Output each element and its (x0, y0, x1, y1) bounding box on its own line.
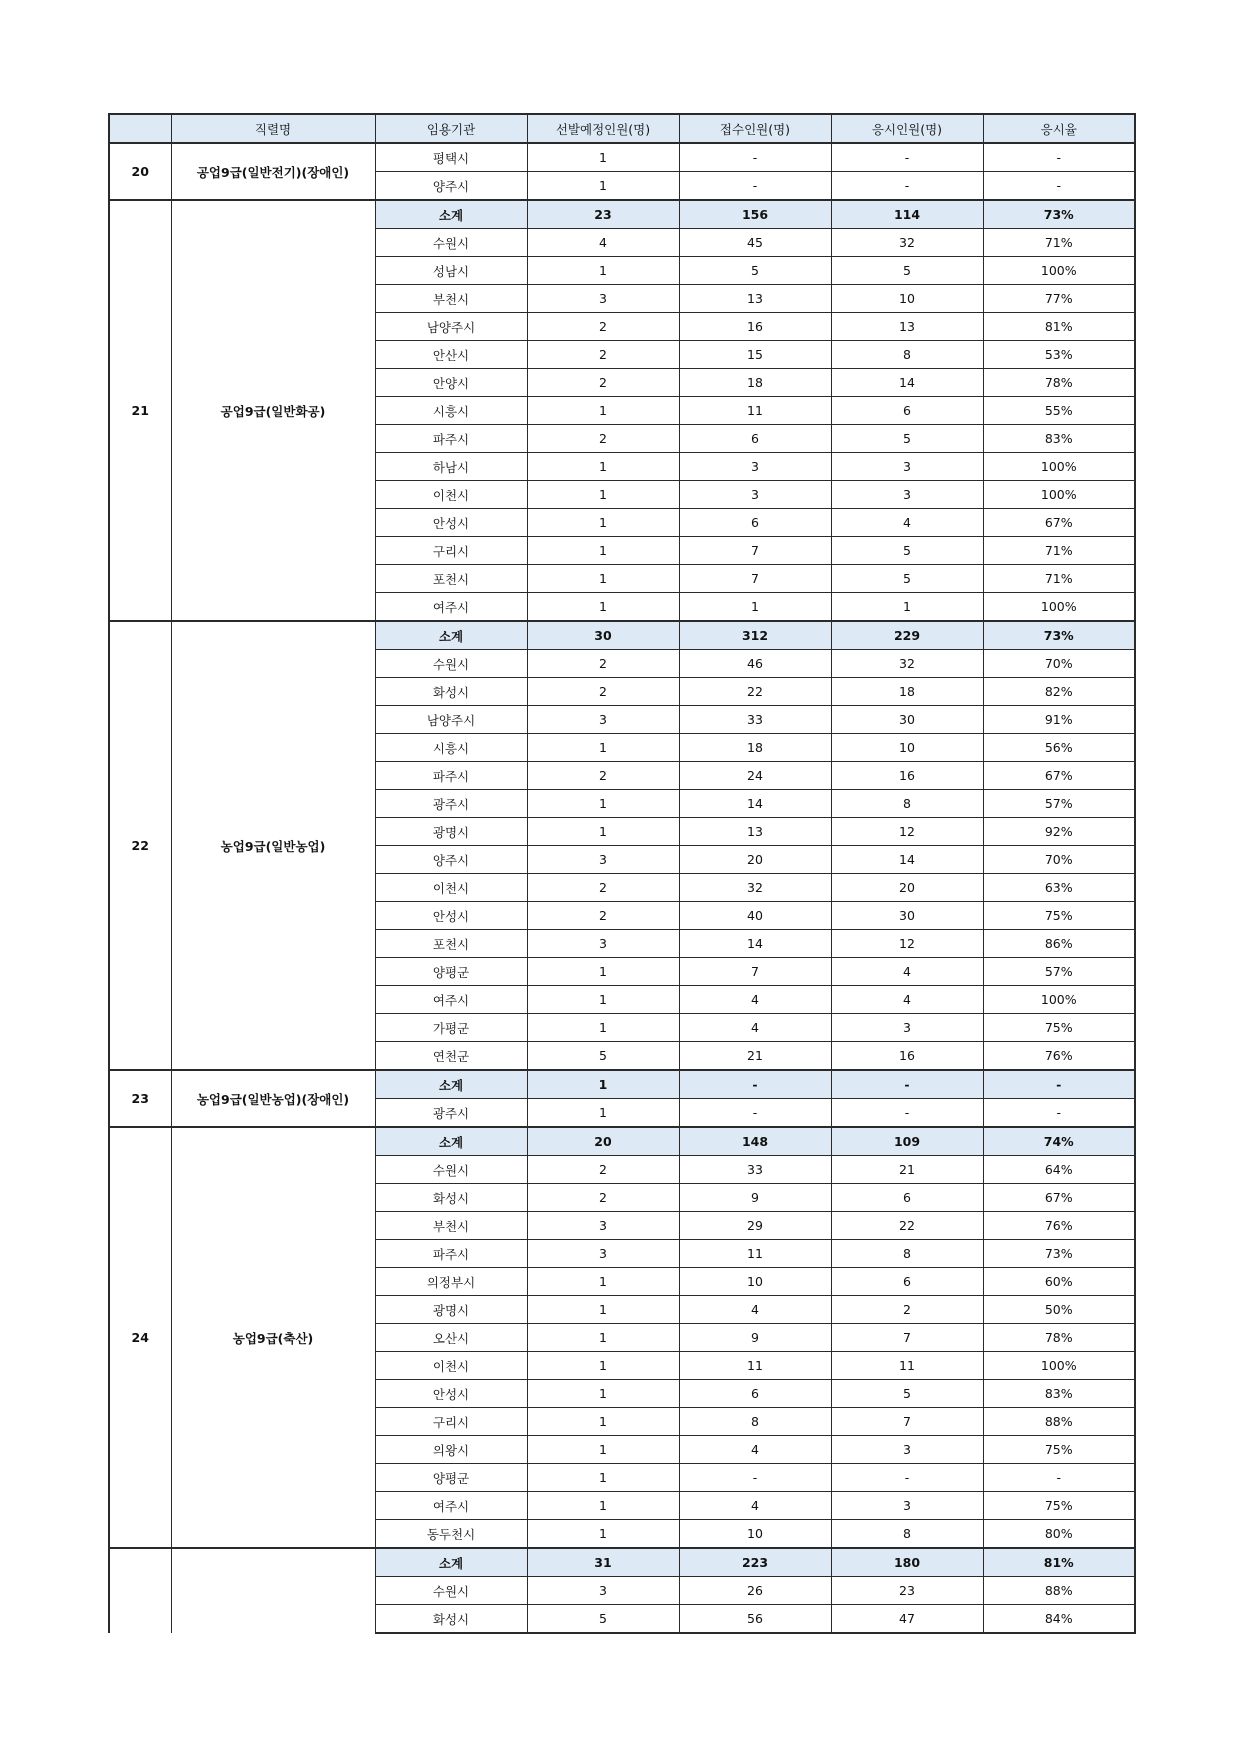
applied-cell: 14 (679, 930, 831, 958)
rate-cell: 71% (983, 537, 1135, 565)
agency-cell: 수원시 (375, 229, 527, 257)
rate-cell: 70% (983, 650, 1135, 678)
planned-cell: 1 (527, 1464, 679, 1492)
planned-cell: 2 (527, 650, 679, 678)
planned-cell: 1 (527, 1099, 679, 1128)
planned-cell: 1 (527, 1520, 679, 1549)
subtotal-row (109, 621, 1135, 650)
planned-cell: 1 (527, 734, 679, 762)
header-applied: 접수인원(명) (679, 114, 831, 143)
rate-cell: 100% (983, 257, 1135, 285)
subtotal-rate-cell: 81% (983, 1548, 1135, 1577)
applied-cell: 4 (679, 1436, 831, 1464)
rate-cell: 100% (983, 481, 1135, 509)
attended-cell: 14 (831, 846, 983, 874)
agency-cell: 포천시 (375, 930, 527, 958)
subtotal-row (109, 1548, 1135, 1577)
rate-cell: - (983, 1464, 1135, 1492)
group-number: 24 (109, 1127, 171, 1548)
planned-cell: 2 (527, 313, 679, 341)
rate-cell: 55% (983, 397, 1135, 425)
agency-cell: 의정부시 (375, 1268, 527, 1296)
attended-cell: 13 (831, 313, 983, 341)
rate-cell: - (983, 143, 1135, 172)
applied-cell: 32 (679, 874, 831, 902)
attended-cell: 18 (831, 678, 983, 706)
planned-cell: 3 (527, 285, 679, 313)
applied-cell: 13 (679, 818, 831, 846)
applied-cell: 33 (679, 1156, 831, 1184)
rate-cell: 88% (983, 1577, 1135, 1605)
agency-cell: 수원시 (375, 650, 527, 678)
rate-cell: 76% (983, 1042, 1135, 1071)
recruitment-table (108, 113, 1136, 1634)
agency-cell: 여주시 (375, 986, 527, 1014)
applied-cell: 7 (679, 565, 831, 593)
applied-cell: 46 (679, 650, 831, 678)
attended-cell: 7 (831, 1408, 983, 1436)
agency-cell: 양평군 (375, 1464, 527, 1492)
attended-cell: 5 (831, 257, 983, 285)
agency-cell: 광주시 (375, 1099, 527, 1128)
header-agency: 임용기관 (375, 114, 527, 143)
rate-cell: 84% (983, 1605, 1135, 1634)
agency-cell: 시흥시 (375, 397, 527, 425)
subtotal-applied-cell: 148 (679, 1127, 831, 1156)
planned-cell: 3 (527, 846, 679, 874)
planned-cell: 2 (527, 678, 679, 706)
attended-cell: 5 (831, 1380, 983, 1408)
agency-cell: 안성시 (375, 509, 527, 537)
rate-cell: 64% (983, 1156, 1135, 1184)
planned-cell: 1 (527, 537, 679, 565)
rate-cell: 83% (983, 1380, 1135, 1408)
attended-cell: 3 (831, 453, 983, 481)
rate-cell: 80% (983, 1520, 1135, 1549)
planned-cell: 1 (527, 818, 679, 846)
planned-cell: 1 (527, 1380, 679, 1408)
agency-cell: 이천시 (375, 481, 527, 509)
applied-cell: - (679, 172, 831, 201)
header-attended: 응시인원(명) (831, 114, 983, 143)
rate-cell: - (983, 1099, 1135, 1128)
subtotal-planned-cell: 31 (527, 1548, 679, 1577)
applied-cell: 4 (679, 1492, 831, 1520)
subtotal-row (109, 200, 1135, 229)
agency-cell: 오산시 (375, 1324, 527, 1352)
agency-cell: 부천시 (375, 1212, 527, 1240)
applied-cell: - (679, 143, 831, 172)
agency-cell: 시흥시 (375, 734, 527, 762)
agency-cell: 포천시 (375, 565, 527, 593)
subtotal-attended-cell: 109 (831, 1127, 983, 1156)
agency-cell: 안성시 (375, 1380, 527, 1408)
subtotal-applied-cell: 312 (679, 621, 831, 650)
attended-cell: 47 (831, 1605, 983, 1634)
applied-cell: 6 (679, 1380, 831, 1408)
applied-cell: - (679, 1099, 831, 1128)
agency-cell: 여주시 (375, 1492, 527, 1520)
table-row (109, 143, 1135, 172)
group-number: 22 (109, 621, 171, 1070)
attended-cell: 6 (831, 397, 983, 425)
applied-cell: 5 (679, 257, 831, 285)
planned-cell: 2 (527, 1156, 679, 1184)
agency-cell: 하남시 (375, 453, 527, 481)
agency-cell: 수원시 (375, 1156, 527, 1184)
attended-cell: 5 (831, 565, 983, 593)
planned-cell: 1 (527, 172, 679, 201)
planned-cell: 3 (527, 1240, 679, 1268)
planned-cell: 1 (527, 1268, 679, 1296)
planned-cell: 3 (527, 1212, 679, 1240)
subtotal-attended-cell: 229 (831, 621, 983, 650)
applied-cell: 3 (679, 453, 831, 481)
planned-cell: 1 (527, 143, 679, 172)
attended-cell: - (831, 172, 983, 201)
attended-cell: 10 (831, 734, 983, 762)
applied-cell: 6 (679, 425, 831, 453)
agency-cell: 의왕시 (375, 1436, 527, 1464)
planned-cell: 1 (527, 790, 679, 818)
subtotal-agency-cell: 소계 (375, 1127, 527, 1156)
planned-cell: 1 (527, 1352, 679, 1380)
applied-cell: 26 (679, 1577, 831, 1605)
planned-cell: 2 (527, 425, 679, 453)
subtotal-rate-cell: 73% (983, 621, 1135, 650)
planned-cell: 2 (527, 1184, 679, 1212)
agency-cell: 수원시 (375, 1577, 527, 1605)
planned-cell: 1 (527, 986, 679, 1014)
group-number: 20 (109, 143, 171, 200)
applied-cell: 13 (679, 285, 831, 313)
attended-cell: 12 (831, 818, 983, 846)
rate-cell: 78% (983, 1324, 1135, 1352)
agency-cell: 이천시 (375, 1352, 527, 1380)
applied-cell: 14 (679, 790, 831, 818)
rate-cell: 50% (983, 1296, 1135, 1324)
agency-cell: 안양시 (375, 369, 527, 397)
rate-cell: 75% (983, 902, 1135, 930)
subtotal-agency-cell: 소계 (375, 621, 527, 650)
agency-cell: 화성시 (375, 1184, 527, 1212)
applied-cell: - (679, 1464, 831, 1492)
agency-cell: 남양주시 (375, 706, 527, 734)
rate-cell: 67% (983, 509, 1135, 537)
rate-cell: 100% (983, 453, 1135, 481)
planned-cell: 3 (527, 1577, 679, 1605)
subtotal-rate-cell: 74% (983, 1127, 1135, 1156)
applied-cell: 10 (679, 1268, 831, 1296)
agency-cell: 이천시 (375, 874, 527, 902)
applied-cell: 4 (679, 1014, 831, 1042)
rate-cell: 100% (983, 593, 1135, 622)
attended-cell: 3 (831, 1436, 983, 1464)
rate-cell: 60% (983, 1268, 1135, 1296)
planned-cell: 2 (527, 902, 679, 930)
attended-cell: 22 (831, 1212, 983, 1240)
planned-cell: 4 (527, 229, 679, 257)
rate-cell: 63% (983, 874, 1135, 902)
attended-cell: 10 (831, 285, 983, 313)
planned-cell: 1 (527, 1436, 679, 1464)
attended-cell: 8 (831, 790, 983, 818)
attended-cell: 21 (831, 1156, 983, 1184)
applied-cell: 10 (679, 1520, 831, 1549)
agency-cell: 광명시 (375, 1296, 527, 1324)
job-series-name: 농업9급(일반농업) (171, 621, 375, 1070)
subtotal-applied-cell: 156 (679, 200, 831, 229)
attended-cell: 1 (831, 593, 983, 622)
attended-cell: 3 (831, 481, 983, 509)
subtotal-rate-cell: 73% (983, 200, 1135, 229)
agency-cell: 화성시 (375, 678, 527, 706)
header-number (109, 114, 171, 143)
planned-cell: 1 (527, 565, 679, 593)
applied-cell: 29 (679, 1212, 831, 1240)
rate-cell: 88% (983, 1408, 1135, 1436)
planned-cell: 3 (527, 930, 679, 958)
rate-cell: 92% (983, 818, 1135, 846)
rate-cell: 70% (983, 846, 1135, 874)
rate-cell: 78% (983, 369, 1135, 397)
header-rate: 응시율 (983, 114, 1135, 143)
agency-cell: 광명시 (375, 818, 527, 846)
agency-cell: 양평군 (375, 958, 527, 986)
applied-cell: 45 (679, 229, 831, 257)
rate-cell: 57% (983, 790, 1135, 818)
applied-cell: 11 (679, 1240, 831, 1268)
applied-cell: 8 (679, 1408, 831, 1436)
agency-cell: 평택시 (375, 143, 527, 172)
attended-cell: 14 (831, 369, 983, 397)
attended-cell: 32 (831, 650, 983, 678)
header-row (109, 114, 1135, 143)
planned-cell: 5 (527, 1605, 679, 1634)
job-series-name: 공업9급(일반화공) (171, 200, 375, 621)
subtotal-attended-cell: 180 (831, 1548, 983, 1577)
subtotal-agency-cell: 소계 (375, 200, 527, 229)
rate-cell: 76% (983, 1212, 1135, 1240)
applied-cell: 56 (679, 1605, 831, 1634)
applied-cell: 3 (679, 481, 831, 509)
planned-cell: 1 (527, 257, 679, 285)
applied-cell: 21 (679, 1042, 831, 1071)
applied-cell: 7 (679, 537, 831, 565)
planned-cell: 2 (527, 369, 679, 397)
agency-cell: 파주시 (375, 425, 527, 453)
applied-cell: 1 (679, 593, 831, 622)
rate-cell: 56% (983, 734, 1135, 762)
agency-cell: 구리시 (375, 1408, 527, 1436)
rate-cell: 100% (983, 986, 1135, 1014)
agency-cell: 연천군 (375, 1042, 527, 1071)
rate-cell: 77% (983, 285, 1135, 313)
attended-cell: 20 (831, 874, 983, 902)
agency-cell: 안성시 (375, 902, 527, 930)
planned-cell: 1 (527, 1492, 679, 1520)
subtotal-agency-cell: 소계 (375, 1548, 527, 1577)
subtotal-row (109, 1070, 1135, 1099)
applied-cell: 18 (679, 734, 831, 762)
subtotal-planned-cell: 23 (527, 200, 679, 229)
planned-cell: 1 (527, 481, 679, 509)
planned-cell: 5 (527, 1042, 679, 1071)
planned-cell: 2 (527, 762, 679, 790)
agency-cell: 안산시 (375, 341, 527, 369)
attended-cell: - (831, 143, 983, 172)
attended-cell: 30 (831, 706, 983, 734)
subtotal-applied-cell: - (679, 1070, 831, 1099)
attended-cell: 32 (831, 229, 983, 257)
rate-cell: 75% (983, 1436, 1135, 1464)
header-planned: 선발예정인원(명) (527, 114, 679, 143)
subtotal-row (109, 1127, 1135, 1156)
agency-cell: 구리시 (375, 537, 527, 565)
rate-cell: 75% (983, 1014, 1135, 1042)
planned-cell: 1 (527, 509, 679, 537)
agency-cell: 화성시 (375, 1605, 527, 1634)
rate-cell: 67% (983, 762, 1135, 790)
attended-cell: 5 (831, 537, 983, 565)
applied-cell: 24 (679, 762, 831, 790)
rate-cell: 67% (983, 1184, 1135, 1212)
attended-cell: 12 (831, 930, 983, 958)
applied-cell: 4 (679, 1296, 831, 1324)
attended-cell: 2 (831, 1296, 983, 1324)
subtotal-attended-cell: 114 (831, 200, 983, 229)
applied-cell: 7 (679, 958, 831, 986)
job-series-name (171, 1548, 375, 1633)
subtotal-planned-cell: 20 (527, 1127, 679, 1156)
rate-cell: 53% (983, 341, 1135, 369)
attended-cell: 16 (831, 762, 983, 790)
planned-cell: 1 (527, 958, 679, 986)
applied-cell: 16 (679, 313, 831, 341)
applied-cell: 20 (679, 846, 831, 874)
rate-cell: 100% (983, 1352, 1135, 1380)
applied-cell: 22 (679, 678, 831, 706)
applied-cell: 33 (679, 706, 831, 734)
attended-cell: 4 (831, 509, 983, 537)
agency-cell: 부천시 (375, 285, 527, 313)
attended-cell: - (831, 1464, 983, 1492)
subtotal-attended-cell: - (831, 1070, 983, 1099)
planned-cell: 1 (527, 1324, 679, 1352)
attended-cell: 8 (831, 341, 983, 369)
applied-cell: 11 (679, 1352, 831, 1380)
attended-cell: 6 (831, 1268, 983, 1296)
attended-cell: 4 (831, 958, 983, 986)
applied-cell: 11 (679, 397, 831, 425)
agency-cell: 파주시 (375, 1240, 527, 1268)
rate-cell: 82% (983, 678, 1135, 706)
attended-cell: - (831, 1099, 983, 1128)
applied-cell: 9 (679, 1184, 831, 1212)
attended-cell: 8 (831, 1240, 983, 1268)
rate-cell: 83% (983, 425, 1135, 453)
job-series-name: 농업9급(축산) (171, 1127, 375, 1548)
attended-cell: 11 (831, 1352, 983, 1380)
group-number: 21 (109, 200, 171, 621)
attended-cell: 3 (831, 1014, 983, 1042)
planned-cell: 1 (527, 1296, 679, 1324)
planned-cell: 2 (527, 341, 679, 369)
applied-cell: 9 (679, 1324, 831, 1352)
rate-cell: 86% (983, 930, 1135, 958)
subtotal-planned-cell: 30 (527, 621, 679, 650)
applied-cell: 40 (679, 902, 831, 930)
group-number (109, 1548, 171, 1633)
planned-cell: 1 (527, 1408, 679, 1436)
agency-cell: 동두천시 (375, 1520, 527, 1549)
applied-cell: 15 (679, 341, 831, 369)
subtotal-planned-cell: 1 (527, 1070, 679, 1099)
attended-cell: 30 (831, 902, 983, 930)
header-job-series: 직렬명 (171, 114, 375, 143)
rate-cell: 75% (983, 1492, 1135, 1520)
attended-cell: 6 (831, 1184, 983, 1212)
rate-cell: 57% (983, 958, 1135, 986)
rate-cell: 91% (983, 706, 1135, 734)
group-number: 23 (109, 1070, 171, 1127)
planned-cell: 1 (527, 1014, 679, 1042)
planned-cell: 2 (527, 874, 679, 902)
job-series-name: 농업9급(일반농업)(장애인) (171, 1070, 375, 1127)
attended-cell: 23 (831, 1577, 983, 1605)
planned-cell: 1 (527, 397, 679, 425)
attended-cell: 7 (831, 1324, 983, 1352)
subtotal-applied-cell: 223 (679, 1548, 831, 1577)
attended-cell: 3 (831, 1492, 983, 1520)
applied-cell: 4 (679, 986, 831, 1014)
agency-cell: 여주시 (375, 593, 527, 622)
rate-cell: 81% (983, 313, 1135, 341)
applied-cell: 18 (679, 369, 831, 397)
agency-cell: 광주시 (375, 790, 527, 818)
rate-cell: 71% (983, 565, 1135, 593)
planned-cell: 3 (527, 706, 679, 734)
attended-cell: 16 (831, 1042, 983, 1071)
rate-cell: 73% (983, 1240, 1135, 1268)
planned-cell: 1 (527, 593, 679, 622)
agency-cell: 파주시 (375, 762, 527, 790)
job-series-name: 공업9급(일반전기)(장애인) (171, 143, 375, 200)
subtotal-rate-cell: - (983, 1070, 1135, 1099)
attended-cell: 4 (831, 986, 983, 1014)
rate-cell: 71% (983, 229, 1135, 257)
agency-cell: 성남시 (375, 257, 527, 285)
agency-cell: 가평군 (375, 1014, 527, 1042)
rate-cell: - (983, 172, 1135, 201)
agency-cell: 남양주시 (375, 313, 527, 341)
agency-cell: 양주시 (375, 846, 527, 874)
applied-cell: 6 (679, 509, 831, 537)
attended-cell: 5 (831, 425, 983, 453)
agency-cell: 양주시 (375, 172, 527, 201)
planned-cell: 1 (527, 453, 679, 481)
subtotal-agency-cell: 소계 (375, 1070, 527, 1099)
attended-cell: 8 (831, 1520, 983, 1549)
